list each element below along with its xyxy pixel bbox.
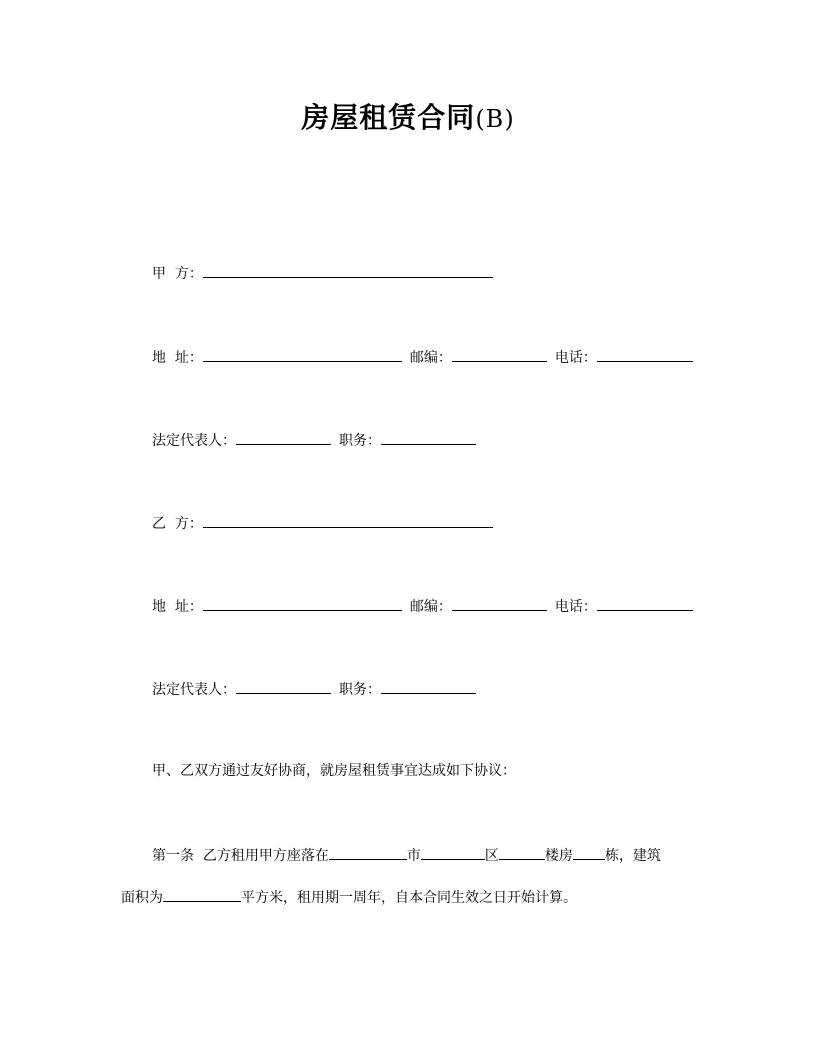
article-1-building-blank [499, 842, 545, 860]
party-a-phone-label: 电话： [554, 350, 597, 366]
party-a-rep-blank [236, 427, 331, 445]
article-1-building-label: 楼房 [544, 848, 573, 864]
party-b-address-blank [203, 593, 402, 611]
article-1-area-label: 面积为 [121, 890, 163, 906]
article-1-city-label: 市 [406, 848, 421, 864]
article-1-area-blank [163, 884, 241, 902]
party-b-line [152, 510, 493, 534]
article-1-line-2 [121, 884, 577, 910]
party-a-phone-blank [597, 344, 693, 362]
party-a-address-line [152, 344, 693, 368]
party-a-address-blank [203, 344, 402, 362]
party-b-postcode-blank [452, 593, 547, 611]
party-b-rep-blank [236, 676, 331, 694]
article-1-unit-blank [573, 842, 605, 860]
article-1-city-blank [329, 842, 407, 860]
party-b-address-line [152, 593, 693, 617]
party-b-phone-blank [597, 593, 693, 611]
article-1-district-label: 区 [484, 848, 499, 864]
party-b-postcode-label: 邮编： [409, 599, 452, 615]
intro-paragraph: 甲、乙双方通过友好协商，就房屋租赁事宜达成如下协议： [152, 763, 516, 779]
article-1-unit-label: 栋，建筑 [604, 848, 661, 864]
party-a-rep-line [152, 427, 476, 451]
party-b-label: 乙 方： [152, 516, 203, 532]
party-a-label: 甲 方： [152, 266, 203, 282]
party-a-postcode-label: 邮编： [409, 350, 452, 366]
party-b-name-blank [203, 510, 493, 528]
article-1-line-2-suffix: 平方米，租用期一周年，自本合同生效之日开始计算。 [241, 890, 577, 906]
title-text: 房屋租赁合同 [301, 101, 476, 134]
party-a-rep-label: 法定代表人： [152, 433, 236, 449]
party-b-address-label: 地 址： [152, 599, 203, 615]
document-title [0, 98, 816, 139]
party-b-phone-label: 电话： [554, 599, 597, 615]
party-a-position-label: 职务： [339, 433, 381, 449]
party-a-position-blank [381, 427, 476, 445]
party-b-position-label: 职务： [339, 682, 381, 698]
party-a-address-label: 地 址： [152, 350, 203, 366]
party-a-name-blank [203, 260, 493, 278]
party-b-rep-label: 法定代表人： [152, 682, 236, 698]
article-1-line-1 [152, 842, 661, 868]
article-1-prefix: 第一条 乙方租用甲方座落在 [152, 848, 329, 864]
title-suffix: (B) [475, 105, 515, 133]
article-1-district-blank [421, 842, 485, 860]
party-b-position-blank [381, 676, 476, 694]
party-a-postcode-blank [452, 344, 547, 362]
party-b-rep-line [152, 676, 476, 700]
party-a-line [152, 260, 493, 284]
